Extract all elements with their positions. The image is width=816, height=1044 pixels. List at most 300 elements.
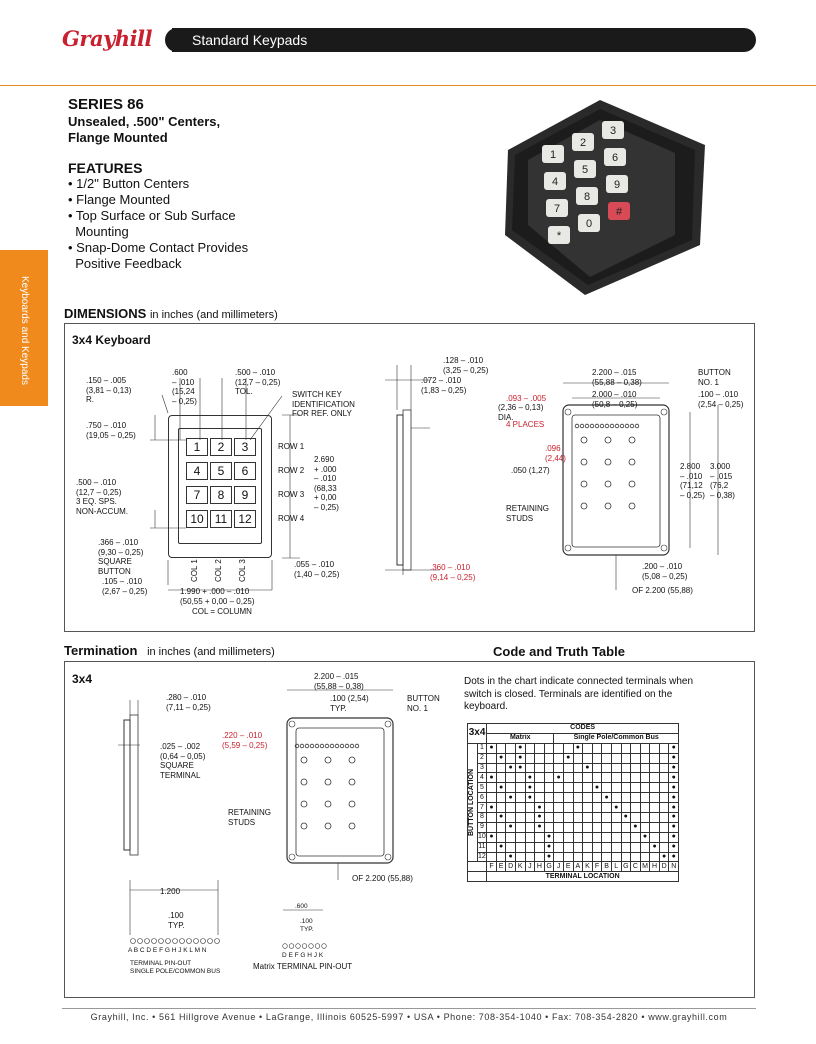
tt-row-number: 8 [477,813,487,823]
tt-cell: ● [525,773,535,783]
tt-cell [563,822,573,832]
tt-cell: ● [525,783,535,793]
tt-size-label: 3x4 [468,724,487,744]
tt-cell [525,803,535,813]
dim-2000: 2.000 – .010 (50,8 – 0,25) [592,390,638,409]
tt-cell [650,743,660,753]
photo-key-label: 5 [581,164,589,176]
tt-cell [602,842,612,852]
tt-cell: ● [669,803,679,813]
termination-title: Termination [64,643,138,658]
tt-cell [583,743,593,753]
tt-cell [602,753,612,763]
row-3-label: ROW 3 [278,490,305,499]
tt-cell [602,832,612,842]
tt-col-letter: L [611,862,621,872]
tt-cell [621,822,631,832]
button-stud-circle [605,437,611,443]
tt-cell [592,832,602,842]
tt-cell: ● [496,842,506,852]
key-12: 12 [234,510,256,528]
tt-cell [611,763,621,773]
tt-corner [468,872,487,882]
tt-col-letter: A [573,862,583,872]
tt-cell [583,822,593,832]
tt-cell [592,852,602,862]
tt-cell [650,753,660,763]
tt-cell [611,832,621,842]
photo-key-label: 0 [585,218,593,230]
photo-key-label: # [615,206,623,218]
tt-row-number: 3 [477,763,487,773]
tt-col-letter: F [592,862,602,872]
tt-footer-row [468,872,679,882]
tt-cell [506,832,516,842]
tt-cell [592,763,602,773]
tt-cell [640,822,650,832]
tt-cell: ● [669,743,679,753]
terminal-pin-circle [590,424,594,428]
tt-cell [496,832,506,842]
tt-cell [563,813,573,823]
tt-cell [506,803,516,813]
tt-cell [573,803,583,813]
tt-cell: ● [573,743,583,753]
feature-item: • Top Surface or Sub Surface [68,208,236,223]
tt-col-letter: J [525,862,535,872]
tt-row [468,842,679,852]
dim-600-pin: .600 [295,903,308,910]
tt-cell [640,842,650,852]
tt-cell [496,773,506,783]
tt-cell [506,813,516,823]
row-4-label: ROW 4 [278,514,305,523]
tt-cell: ● [515,763,525,773]
dim-2200-term: 2.200 – .015 (55,88 – 0,38) [314,672,364,691]
button-stud-circle [581,481,587,487]
tt-cell [573,813,583,823]
tt-cell: ● [669,753,679,763]
terminal-pin-circle [595,424,599,428]
tt-cell [496,852,506,862]
dim-072: .072 – .010 (1,83 – 0,25) [421,376,467,395]
tt-cell: ● [669,822,679,832]
tt-cell [631,842,641,852]
tt-col-letter: N [669,862,679,872]
tt-cell: ● [640,832,650,842]
button-stud-circle [581,459,587,465]
tt-row [468,813,679,823]
col-1-label: COL 1 [190,559,199,582]
terminal-pin-circle [605,424,609,428]
tt-row [468,743,679,753]
tt-codes-header: CODES [487,724,679,734]
feature-item: • Snap-Dome Contact Provides [68,240,249,255]
tt-cell [621,803,631,813]
tt-col-letter: H [650,862,660,872]
tt-cell [573,852,583,862]
code-table-description: Dots in the chart indicate connected terminals when switch is closed. Terminals are identified on the keyboard. [464,676,694,712]
tt-col-letter: D [506,862,516,872]
tt-cell [554,842,564,852]
tt-col-letter: E [496,862,506,872]
tt-cell [640,813,650,823]
tt-cell: ● [631,822,641,832]
tt-cell: ● [554,773,564,783]
dim-200: .200 – .010 (5,08 – 0,25) [642,562,688,581]
tt-cell: ● [487,743,497,753]
tt-col-letter: H [535,862,545,872]
switch-key-note: SWITCH KEY IDENTIFICATION FOR REF. ONLY [292,390,355,418]
tt-cell [583,753,593,763]
dim-100: .100 – .010 (2,54 – 0,25) [698,390,744,409]
dim-100-typ: .100 (2,54) TYP. [330,694,369,713]
tt-cell [611,793,621,803]
tt-cell [563,793,573,803]
tt-cell [544,822,554,832]
tt-cell [650,803,660,813]
tt-cell: ● [650,842,660,852]
tt-cell [602,803,612,813]
tt-cell [650,763,660,773]
tt-cell [554,852,564,862]
tt-cell: ● [669,763,679,773]
tt-cell [515,813,525,823]
tt-cell: ● [496,813,506,823]
dim-096: .096 (2,44) [545,444,566,463]
tt-cell [554,822,564,832]
tt-cell [611,813,621,823]
key-4: 4 [186,462,208,480]
tt-cell: ● [669,842,679,852]
tt-col-letters [468,862,679,872]
tt-cell [573,822,583,832]
tt-cell [515,793,525,803]
photo-key-label: 4 [551,176,559,188]
feature-item: Mounting [68,224,129,239]
dim-093: .093 – .005 [506,394,547,403]
tt-cell [592,822,602,832]
series-title: SERIES 86 [68,96,144,113]
tt-cell [583,803,593,813]
tt-row [468,852,679,862]
tt-cell [611,743,621,753]
tt-cell: ● [525,793,535,803]
dim-1200: 1.200 [160,887,181,896]
dimensions-box-title: 3x4 Keyboard [72,333,151,347]
tt-cell [563,773,573,783]
tt-cell [525,832,535,842]
tt-cell [554,743,564,753]
series-subtitle-line1: Unsealed, .500" Centers, [68,114,221,129]
photo-key-label: 3 [609,125,617,137]
tt-cell [650,773,660,783]
tt-cell [525,753,535,763]
tt-cell [650,822,660,832]
key-5: 5 [210,462,232,480]
dim-radius: .150 – .005 (3,81 – 0,13) R. [86,376,132,404]
tt-cell [592,803,602,813]
dim-750: .750 – .010 (19,05 – 0,25) [86,421,136,440]
col-column-note: COL = COLUMN [192,607,252,616]
tt-cell [563,852,573,862]
key-2: 2 [210,438,232,456]
tt-matrix-header: Matrix [487,733,554,743]
tt-cell [621,832,631,842]
tt-cell: ● [602,793,612,803]
tt-cell: ● [669,832,679,842]
tt-cell [515,803,525,813]
tt-cell [602,763,612,773]
tt-cell: ● [583,763,593,773]
key-1: 1 [186,438,208,456]
tt-cell [563,832,573,842]
four-places-label: 4 PLACES [506,420,545,429]
key-11: 11 [210,510,232,528]
dimensions-title: DIMENSIONS [64,306,147,321]
truth-table [467,723,679,882]
tt-cell [659,773,669,783]
tt-cell [583,842,593,852]
button-stud-circle [581,437,587,443]
tt-col-letter: M [642,862,648,870]
tt-cell: ● [506,822,516,832]
dim-1990: 1.990 + .000 – .010 (50,55 + 0,00 – 0,25) [180,587,255,606]
tt-cell [631,832,641,842]
tt-cell [506,773,516,783]
tt-cell [573,763,583,773]
button-stud-circle [605,481,611,487]
tt-cell [515,783,525,793]
tt-col-letter: K [515,862,525,872]
tt-button-location-label: BUTTON LOCATION [468,769,476,837]
tt-cell [573,793,583,803]
key-3: 3 [234,438,256,456]
tt-row-number: 11 [478,843,486,851]
tt-cell [631,783,641,793]
tt-row-number: 10 [477,833,486,841]
tt-row [468,793,679,803]
tt-cell [573,832,583,842]
tt-cell [659,822,669,832]
tt-cell: ● [669,773,679,783]
tt-cell [496,822,506,832]
tt-cell [631,793,641,803]
tt-cell: ● [669,813,679,823]
tt-row-number: 12 [477,853,486,861]
dim-3000: 3.000 – .015 (76,2 – 0,38) [710,462,735,500]
tt-cell [640,852,650,862]
tt-col-letter: D [659,862,669,872]
tt-cell [659,753,669,763]
tt-cell [631,813,641,823]
feature-item: Positive Feedback [68,256,182,271]
tt-cell: ● [669,852,679,862]
tt-row-number: 6 [477,793,487,803]
tt-cell [554,763,564,773]
tt-header-row [468,724,679,734]
tt-cell [573,783,583,793]
tt-cell [583,813,593,823]
tt-cell: ● [487,832,497,842]
tt-cell [650,783,660,793]
dimensions-note: in inches (and millimeters) [149,309,278,321]
series-subtitle-line2: Flange Mounted [68,130,168,145]
tt-cell [563,842,573,852]
tt-cell [535,832,545,842]
tt-row-number: 7 [477,803,487,813]
dim-100-pin-m: .100 TYP. [300,918,314,933]
tt-row-number: 5 [477,783,487,793]
dim-100-pin: .100 TYP. [168,911,185,930]
col-3-label: COL 3 [238,559,247,582]
button-stud-circle [581,503,587,509]
tt-cell: ● [506,852,516,862]
tt-cell [659,803,669,813]
termination-note: in inches (and millimeters) [147,646,275,658]
photo-key-label: 1 [549,149,557,161]
tt-cell [544,753,554,763]
tt-cell [592,842,602,852]
tt-cell [544,793,554,803]
tt-cell: ● [659,852,669,862]
tt-cell [631,803,641,813]
tt-cell: ● [611,803,621,813]
tt-cell: ● [515,753,525,763]
tt-cell: ● [592,783,602,793]
tt-cell [631,753,641,763]
tt-col-letter: E [563,862,573,872]
tt-col-letter: F [487,862,497,872]
tt-cell [621,842,631,852]
retaining-studs-label: RETAINING STUDS [506,504,549,523]
tt-cell [592,743,602,753]
button-no1-term: BUTTON NO. 1 [407,694,440,713]
tt-cell [602,852,612,862]
terminal-pin-circle [630,424,634,428]
key-8: 8 [210,486,232,504]
tt-cell: ● [544,832,554,842]
dim-055: .055 – .010 (1,40 – 0,25) [294,560,340,579]
tt-cell [650,852,660,862]
tt-cell [563,743,573,753]
tt-cell [659,783,669,793]
dim-500-spacing: .500 – .010 (12,7 – 0,25) 3 EQ. SPS. NON-ACCUM. [76,478,128,516]
tt-cell [496,743,506,753]
key-7: 7 [186,486,208,504]
photo-key-label: * [556,230,562,242]
tt-cell [583,773,593,783]
button-no1-label: BUTTON NO. 1 [698,368,731,387]
tt-cell [631,852,641,862]
tt-cell [525,842,535,852]
tt-cell: ● [515,743,525,753]
centerline-term: OF 2.200 (55,88) [352,874,413,883]
dim-2800: 2.800 – .010 (71,12 – 0,25) [680,462,705,500]
pinout-sp-label: TERMINAL PIN-OUT SINGLE POLE/COMMON BUS [130,960,221,975]
terminal-pin-circle [600,424,604,428]
tt-row-number: 9 [477,822,487,832]
terminal-pin-circle [585,424,589,428]
tt-cell [640,743,650,753]
tt-cell [659,842,669,852]
tt-cell [535,852,545,862]
tt-cell [631,773,641,783]
tt-col-letter: G [544,862,554,872]
tt-cell [544,783,554,793]
tt-row [468,822,679,832]
button-stud-circle [629,459,635,465]
tt-cell: ● [535,813,545,823]
terminal-pin-circle [620,424,624,428]
centerline-label: OF 2.200 (55,88) [632,586,693,595]
tt-cell [611,773,621,783]
feature-item: • 1/2" Button Centers [68,176,190,191]
tt-cell [602,822,612,832]
tt-terminal-location: TERMINAL LOCATION [487,872,679,882]
tt-cell [621,783,631,793]
tt-cell: ● [506,763,516,773]
tt-cell [659,832,669,842]
tt-cell: ● [535,803,545,813]
tt-cell [583,793,593,803]
side-tab-label: Keyboards and Keypads [19,276,30,385]
termination-box-title: 3x4 [72,672,93,686]
tt-cell [602,813,612,823]
tt-cell [640,803,650,813]
tt-cell: ● [669,793,679,803]
tt-row [468,763,679,773]
terminal-pin-circle [610,424,614,428]
dim-500-tol: .500 – .010 (12,7 – 0,25) TOL. [235,368,281,396]
tt-cell [544,813,554,823]
tt-cell [525,852,535,862]
tt-cell [535,773,545,783]
tt-row-number: 1 [477,743,487,753]
col-2-label: COL 2 [214,559,223,582]
tt-cell [515,852,525,862]
tt-cell [611,852,621,862]
dim-025: .025 – .002 (0,64 – 0,05) SQUARE TERMINAL [160,742,206,780]
tt-cell [535,793,545,803]
tt-cell: ● [544,842,554,852]
tt-cell [573,773,583,783]
tt-cell [487,753,497,763]
tt-cell [640,793,650,803]
tt-cell: ● [544,852,554,862]
tt-cell [611,783,621,793]
tt-cell: ● [487,803,497,813]
tt-cell [515,842,525,852]
button-stud-circle [629,481,635,487]
tt-cell: ● [669,783,679,793]
tt-cell [631,743,641,753]
tt-cell [592,813,602,823]
tt-cell [506,783,516,793]
tt-cell: ● [535,822,545,832]
tt-row [468,773,679,783]
terminal-pin-circle [575,424,579,428]
footer-divider [62,1008,756,1009]
tt-cell [525,813,535,823]
photo-key-label: 2 [579,137,587,149]
dim-600: .600 – .010 (15,24 – 0,25) [172,368,197,406]
header-title: Standard Keypads [192,32,308,48]
pinout-m-label: Matrix TERMINAL PIN-OUT [253,962,353,971]
tt-cell [650,832,660,842]
tt-cell [621,743,631,753]
dim-366: .366 – .010 (9,30 – 0,25) SQUARE BUTTON [98,538,144,576]
